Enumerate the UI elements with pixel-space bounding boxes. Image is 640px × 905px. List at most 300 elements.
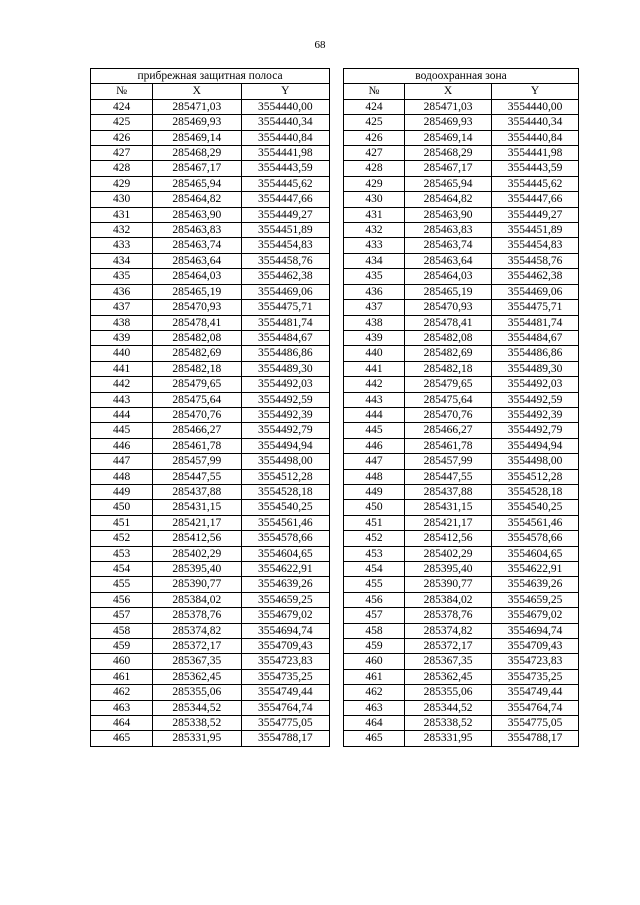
cell-point-number: 435 xyxy=(91,269,153,284)
cell-x-coordinate: 285468,29 xyxy=(405,146,492,161)
table-row xyxy=(91,685,330,700)
cell-point-number: 453 xyxy=(91,546,153,561)
cell-x-coordinate: 285378,76 xyxy=(153,608,241,623)
table-row xyxy=(344,531,579,546)
cell-y-coordinate: 3554440,84 xyxy=(241,130,329,145)
cell-y-coordinate: 3554540,25 xyxy=(241,500,329,515)
table-row xyxy=(344,654,579,669)
cell-x-coordinate: 285470,76 xyxy=(405,407,492,422)
table-row xyxy=(344,176,579,191)
cell-y-coordinate: 3554492,03 xyxy=(241,377,329,392)
cell-point-number: 431 xyxy=(344,207,405,222)
table-row xyxy=(91,484,330,499)
cell-point-number: 456 xyxy=(344,592,405,607)
cell-point-number: 452 xyxy=(91,531,153,546)
table-row xyxy=(91,654,330,669)
cell-y-coordinate: 3554481,74 xyxy=(492,315,579,330)
cell-x-coordinate: 285470,93 xyxy=(153,300,241,315)
cell-y-coordinate: 3554447,66 xyxy=(492,192,579,207)
table-row xyxy=(91,639,330,654)
cell-y-coordinate: 3554604,65 xyxy=(492,546,579,561)
table-row xyxy=(91,377,330,392)
table-row xyxy=(344,223,579,238)
table-title-row xyxy=(344,69,579,84)
table-row xyxy=(344,454,579,469)
cell-y-coordinate: 3554486,86 xyxy=(492,346,579,361)
cell-y-coordinate: 3554659,25 xyxy=(492,592,579,607)
cell-point-number: 446 xyxy=(91,438,153,453)
cell-y-coordinate: 3554447,66 xyxy=(241,192,329,207)
cell-point-number: 464 xyxy=(91,716,153,731)
cell-point-number: 428 xyxy=(344,161,405,176)
table-row xyxy=(344,592,579,607)
cell-y-coordinate: 3554489,30 xyxy=(492,361,579,376)
cell-point-number: 432 xyxy=(91,223,153,238)
cell-y-coordinate: 3554458,76 xyxy=(492,253,579,268)
table-row xyxy=(91,161,330,176)
table-row xyxy=(344,562,579,577)
cell-y-coordinate: 3554492,79 xyxy=(241,423,329,438)
table-row xyxy=(344,546,579,561)
table-row xyxy=(91,716,330,731)
cell-point-number: 443 xyxy=(91,392,153,407)
cell-y-coordinate: 3554440,00 xyxy=(492,99,579,114)
cell-point-number: 434 xyxy=(344,253,405,268)
table-row xyxy=(344,700,579,715)
cell-y-coordinate: 3554458,76 xyxy=(241,253,329,268)
table-header-row xyxy=(91,84,330,99)
cell-x-coordinate: 285447,55 xyxy=(153,469,241,484)
cell-y-coordinate: 3554639,26 xyxy=(492,577,579,592)
cell-y-coordinate: 3554492,59 xyxy=(241,392,329,407)
cell-x-coordinate: 285331,95 xyxy=(405,731,492,746)
table-row xyxy=(344,577,579,592)
table-row xyxy=(344,500,579,515)
cell-point-number: 452 xyxy=(344,531,405,546)
table-row xyxy=(344,407,579,422)
cell-point-number: 454 xyxy=(344,562,405,577)
cell-x-coordinate: 285437,88 xyxy=(405,484,492,499)
cell-y-coordinate: 3554486,86 xyxy=(241,346,329,361)
cell-y-coordinate: 3554622,91 xyxy=(492,562,579,577)
column-header-y: Y xyxy=(492,84,579,99)
table-row xyxy=(344,99,579,114)
cell-x-coordinate: 285463,90 xyxy=(405,207,492,222)
cell-x-coordinate: 285372,17 xyxy=(405,639,492,654)
cell-point-number: 440 xyxy=(91,346,153,361)
table-row xyxy=(91,592,330,607)
table-row xyxy=(344,330,579,345)
cell-point-number: 447 xyxy=(344,454,405,469)
cell-y-coordinate: 3554775,05 xyxy=(241,716,329,731)
table-row xyxy=(91,146,330,161)
cell-y-coordinate: 3554475,71 xyxy=(241,300,329,315)
cell-point-number: 424 xyxy=(91,99,153,114)
table-row xyxy=(91,130,330,145)
cell-x-coordinate: 285468,29 xyxy=(153,146,241,161)
cell-point-number: 465 xyxy=(91,731,153,746)
cell-x-coordinate: 285482,08 xyxy=(405,330,492,345)
table-row xyxy=(91,207,330,222)
cell-point-number: 462 xyxy=(91,685,153,700)
cell-y-coordinate: 3554709,43 xyxy=(241,639,329,654)
cell-point-number: 442 xyxy=(91,377,153,392)
cell-point-number: 450 xyxy=(91,500,153,515)
cell-point-number: 428 xyxy=(91,161,153,176)
cell-x-coordinate: 285355,06 xyxy=(153,685,241,700)
table-row xyxy=(91,192,330,207)
cell-x-coordinate: 285431,15 xyxy=(153,500,241,515)
table-row xyxy=(344,269,579,284)
cell-x-coordinate: 285390,77 xyxy=(153,577,241,592)
table-row xyxy=(91,361,330,376)
cell-x-coordinate: 285372,17 xyxy=(153,639,241,654)
cell-y-coordinate: 3554498,00 xyxy=(492,454,579,469)
cell-x-coordinate: 285482,69 xyxy=(153,346,241,361)
cell-point-number: 429 xyxy=(344,176,405,191)
cell-point-number: 462 xyxy=(344,685,405,700)
cell-y-coordinate: 3554462,38 xyxy=(241,269,329,284)
cell-point-number: 434 xyxy=(91,253,153,268)
cell-point-number: 458 xyxy=(91,623,153,638)
cell-x-coordinate: 285467,17 xyxy=(153,161,241,176)
cell-x-coordinate: 285463,64 xyxy=(405,253,492,268)
cell-x-coordinate: 285447,55 xyxy=(405,469,492,484)
cell-point-number: 442 xyxy=(344,377,405,392)
cell-point-number: 453 xyxy=(344,546,405,561)
cell-y-coordinate: 3554735,25 xyxy=(492,669,579,684)
column-header-x: X xyxy=(153,84,241,99)
cell-point-number: 425 xyxy=(91,115,153,130)
cell-y-coordinate: 3554735,25 xyxy=(241,669,329,684)
table-row xyxy=(91,392,330,407)
table-title: водоохранная зона xyxy=(344,69,579,84)
cell-point-number: 441 xyxy=(344,361,405,376)
cell-x-coordinate: 285355,06 xyxy=(405,685,492,700)
cell-x-coordinate: 285475,64 xyxy=(153,392,241,407)
cell-y-coordinate: 3554492,39 xyxy=(241,407,329,422)
cell-x-coordinate: 285421,17 xyxy=(405,515,492,530)
cell-y-coordinate: 3554451,89 xyxy=(492,223,579,238)
cell-x-coordinate: 285464,03 xyxy=(405,269,492,284)
cell-y-coordinate: 3554512,28 xyxy=(241,469,329,484)
cell-point-number: 459 xyxy=(344,639,405,654)
cell-x-coordinate: 285402,29 xyxy=(153,546,241,561)
table-row xyxy=(344,253,579,268)
cell-y-coordinate: 3554512,28 xyxy=(492,469,579,484)
cell-point-number: 436 xyxy=(344,284,405,299)
cell-x-coordinate: 285437,88 xyxy=(153,484,241,499)
cell-x-coordinate: 285457,99 xyxy=(405,454,492,469)
cell-point-number: 440 xyxy=(344,346,405,361)
cell-point-number: 427 xyxy=(344,146,405,161)
table-row xyxy=(91,253,330,268)
table-row xyxy=(344,438,579,453)
table-row xyxy=(91,623,330,638)
cell-x-coordinate: 285344,52 xyxy=(405,700,492,715)
cell-y-coordinate: 3554440,34 xyxy=(492,115,579,130)
cell-y-coordinate: 3554492,79 xyxy=(492,423,579,438)
cell-y-coordinate: 3554679,02 xyxy=(241,608,329,623)
cell-point-number: 439 xyxy=(344,330,405,345)
cell-y-coordinate: 3554443,59 xyxy=(241,161,329,176)
cell-x-coordinate: 285471,03 xyxy=(405,99,492,114)
table-row xyxy=(91,669,330,684)
cell-y-coordinate: 3554449,27 xyxy=(492,207,579,222)
cell-x-coordinate: 285421,17 xyxy=(153,515,241,530)
cell-point-number: 448 xyxy=(91,469,153,484)
cell-x-coordinate: 285461,78 xyxy=(405,438,492,453)
cell-y-coordinate: 3554561,46 xyxy=(241,515,329,530)
table-row xyxy=(91,223,330,238)
table-row xyxy=(344,669,579,684)
table-row xyxy=(344,161,579,176)
table-row xyxy=(344,284,579,299)
cell-point-number: 464 xyxy=(344,716,405,731)
cell-x-coordinate: 285362,45 xyxy=(153,669,241,684)
cell-x-coordinate: 285461,78 xyxy=(153,438,241,453)
table-row xyxy=(344,207,579,222)
cell-y-coordinate: 3554440,84 xyxy=(492,130,579,145)
cell-x-coordinate: 285362,45 xyxy=(405,669,492,684)
cell-point-number: 463 xyxy=(91,700,153,715)
cell-point-number: 438 xyxy=(344,315,405,330)
cell-y-coordinate: 3554440,34 xyxy=(241,115,329,130)
cell-x-coordinate: 285469,93 xyxy=(405,115,492,130)
cell-x-coordinate: 285431,15 xyxy=(405,500,492,515)
cell-point-number: 441 xyxy=(91,361,153,376)
cell-x-coordinate: 285469,14 xyxy=(405,130,492,145)
cell-x-coordinate: 285465,94 xyxy=(405,176,492,191)
cell-x-coordinate: 285384,02 xyxy=(153,592,241,607)
cell-y-coordinate: 3554764,74 xyxy=(492,700,579,715)
cell-x-coordinate: 285338,52 xyxy=(153,716,241,731)
cell-x-coordinate: 285463,90 xyxy=(153,207,241,222)
table-title-row xyxy=(91,69,330,84)
cell-x-coordinate: 285479,65 xyxy=(405,377,492,392)
cell-y-coordinate: 3554709,43 xyxy=(492,639,579,654)
cell-y-coordinate: 3554723,83 xyxy=(492,654,579,669)
coastal-protection-strip-table xyxy=(90,68,330,747)
cell-y-coordinate: 3554764,74 xyxy=(241,700,329,715)
cell-x-coordinate: 285478,41 xyxy=(153,315,241,330)
table-row xyxy=(344,238,579,253)
cell-point-number: 445 xyxy=(344,423,405,438)
column-header-y: Y xyxy=(241,84,329,99)
table-row xyxy=(344,515,579,530)
cell-point-number: 438 xyxy=(91,315,153,330)
cell-y-coordinate: 3554723,83 xyxy=(241,654,329,669)
table-row xyxy=(344,130,579,145)
cell-x-coordinate: 285465,19 xyxy=(405,284,492,299)
cell-y-coordinate: 3554540,25 xyxy=(492,500,579,515)
table-row xyxy=(344,608,579,623)
cell-point-number: 426 xyxy=(344,130,405,145)
cell-y-coordinate: 3554492,03 xyxy=(492,377,579,392)
cell-x-coordinate: 285457,99 xyxy=(153,454,241,469)
table-row xyxy=(91,99,330,114)
cell-y-coordinate: 3554498,00 xyxy=(241,454,329,469)
cell-x-coordinate: 285344,52 xyxy=(153,700,241,715)
table-row xyxy=(91,546,330,561)
cell-x-coordinate: 285482,18 xyxy=(405,361,492,376)
table-row xyxy=(344,623,579,638)
cell-y-coordinate: 3554679,02 xyxy=(492,608,579,623)
cell-point-number: 436 xyxy=(91,284,153,299)
table-row xyxy=(91,577,330,592)
cell-x-coordinate: 285467,17 xyxy=(405,161,492,176)
cell-x-coordinate: 285475,64 xyxy=(405,392,492,407)
cell-point-number: 455 xyxy=(91,577,153,592)
cell-point-number: 444 xyxy=(91,407,153,422)
cell-y-coordinate: 3554494,94 xyxy=(241,438,329,453)
cell-y-coordinate: 3554788,17 xyxy=(241,731,329,746)
cell-y-coordinate: 3554604,65 xyxy=(241,546,329,561)
table-row xyxy=(344,361,579,376)
cell-point-number: 456 xyxy=(91,592,153,607)
table-row xyxy=(344,716,579,731)
cell-point-number: 459 xyxy=(91,639,153,654)
cell-point-number: 461 xyxy=(344,669,405,684)
cell-x-coordinate: 285412,56 xyxy=(405,531,492,546)
cell-x-coordinate: 285466,27 xyxy=(405,423,492,438)
table-row xyxy=(91,330,330,345)
table-row xyxy=(91,315,330,330)
cell-point-number: 451 xyxy=(344,515,405,530)
cell-point-number: 446 xyxy=(344,438,405,453)
page-number: 68 xyxy=(314,39,326,51)
cell-y-coordinate: 3554449,27 xyxy=(241,207,329,222)
cell-x-coordinate: 285470,93 xyxy=(405,300,492,315)
cell-y-coordinate: 3554484,67 xyxy=(492,330,579,345)
cell-x-coordinate: 285463,74 xyxy=(405,238,492,253)
cell-y-coordinate: 3554454,83 xyxy=(241,238,329,253)
cell-y-coordinate: 3554578,66 xyxy=(241,531,329,546)
cell-y-coordinate: 3554469,06 xyxy=(492,284,579,299)
cell-point-number: 444 xyxy=(344,407,405,422)
cell-point-number: 437 xyxy=(344,300,405,315)
table-row xyxy=(344,146,579,161)
cell-point-number: 460 xyxy=(91,654,153,669)
cell-point-number: 458 xyxy=(344,623,405,638)
cell-x-coordinate: 285367,35 xyxy=(153,654,241,669)
table-row xyxy=(344,346,579,361)
table-row xyxy=(91,531,330,546)
table-row xyxy=(91,562,330,577)
cell-y-coordinate: 3554622,91 xyxy=(241,562,329,577)
cell-y-coordinate: 3554454,83 xyxy=(492,238,579,253)
cell-x-coordinate: 285463,83 xyxy=(405,223,492,238)
cell-y-coordinate: 3554749,44 xyxy=(492,685,579,700)
cell-y-coordinate: 3554561,46 xyxy=(492,515,579,530)
cell-x-coordinate: 285465,94 xyxy=(153,176,241,191)
cell-y-coordinate: 3554481,74 xyxy=(241,315,329,330)
table-row xyxy=(91,176,330,191)
table-row xyxy=(344,731,579,746)
cell-y-coordinate: 3554441,98 xyxy=(241,146,329,161)
cell-x-coordinate: 285464,82 xyxy=(153,192,241,207)
cell-y-coordinate: 3554440,00 xyxy=(241,99,329,114)
cell-x-coordinate: 285374,82 xyxy=(405,623,492,638)
cell-y-coordinate: 3554489,30 xyxy=(241,361,329,376)
cell-point-number: 435 xyxy=(344,269,405,284)
cell-point-number: 455 xyxy=(344,577,405,592)
table-row xyxy=(344,685,579,700)
table-row xyxy=(344,639,579,654)
cell-point-number: 454 xyxy=(91,562,153,577)
table-row xyxy=(91,608,330,623)
cell-point-number: 430 xyxy=(91,192,153,207)
table-row xyxy=(91,469,330,484)
table-header-row xyxy=(344,84,579,99)
cell-y-coordinate: 3554749,44 xyxy=(241,685,329,700)
cell-point-number: 447 xyxy=(91,454,153,469)
cell-x-coordinate: 285338,52 xyxy=(405,716,492,731)
cell-y-coordinate: 3554445,62 xyxy=(241,176,329,191)
table-row xyxy=(91,700,330,715)
cell-x-coordinate: 285390,77 xyxy=(405,577,492,592)
table-row xyxy=(344,115,579,130)
cell-y-coordinate: 3554484,67 xyxy=(241,330,329,345)
cell-point-number: 432 xyxy=(344,223,405,238)
cell-x-coordinate: 285482,18 xyxy=(153,361,241,376)
table-row xyxy=(91,300,330,315)
cell-y-coordinate: 3554528,18 xyxy=(241,484,329,499)
cell-x-coordinate: 285367,35 xyxy=(405,654,492,669)
cell-point-number: 427 xyxy=(91,146,153,161)
cell-y-coordinate: 3554492,59 xyxy=(492,392,579,407)
cell-point-number: 430 xyxy=(344,192,405,207)
cell-x-coordinate: 285482,69 xyxy=(405,346,492,361)
column-header-x: X xyxy=(405,84,492,99)
table-row xyxy=(344,484,579,499)
cell-y-coordinate: 3554469,06 xyxy=(241,284,329,299)
cell-point-number: 463 xyxy=(344,700,405,715)
cell-point-number: 461 xyxy=(91,669,153,684)
table-row xyxy=(344,392,579,407)
cell-x-coordinate: 285384,02 xyxy=(405,592,492,607)
cell-y-coordinate: 3554445,62 xyxy=(492,176,579,191)
table-row xyxy=(344,315,579,330)
cell-point-number: 431 xyxy=(91,207,153,222)
cell-y-coordinate: 3554659,25 xyxy=(241,592,329,607)
cell-x-coordinate: 285470,76 xyxy=(153,407,241,422)
cell-point-number: 457 xyxy=(344,608,405,623)
cell-x-coordinate: 285479,65 xyxy=(153,377,241,392)
cell-x-coordinate: 285463,64 xyxy=(153,253,241,268)
cell-x-coordinate: 285378,76 xyxy=(405,608,492,623)
cell-point-number: 426 xyxy=(91,130,153,145)
cell-x-coordinate: 285402,29 xyxy=(405,546,492,561)
column-header-number: № xyxy=(91,84,153,99)
cell-y-coordinate: 3554451,89 xyxy=(241,223,329,238)
cell-point-number: 437 xyxy=(91,300,153,315)
table-row xyxy=(91,284,330,299)
cell-point-number: 465 xyxy=(344,731,405,746)
cell-y-coordinate: 3554775,05 xyxy=(492,716,579,731)
cell-x-coordinate: 285471,03 xyxy=(153,99,241,114)
cell-point-number: 449 xyxy=(91,484,153,499)
cell-point-number: 448 xyxy=(344,469,405,484)
cell-x-coordinate: 285374,82 xyxy=(153,623,241,638)
cell-x-coordinate: 285469,93 xyxy=(153,115,241,130)
cell-y-coordinate: 3554475,71 xyxy=(492,300,579,315)
cell-x-coordinate: 285478,41 xyxy=(405,315,492,330)
cell-y-coordinate: 3554441,98 xyxy=(492,146,579,161)
table-row xyxy=(344,469,579,484)
column-header-number: № xyxy=(344,84,405,99)
cell-y-coordinate: 3554494,94 xyxy=(492,438,579,453)
